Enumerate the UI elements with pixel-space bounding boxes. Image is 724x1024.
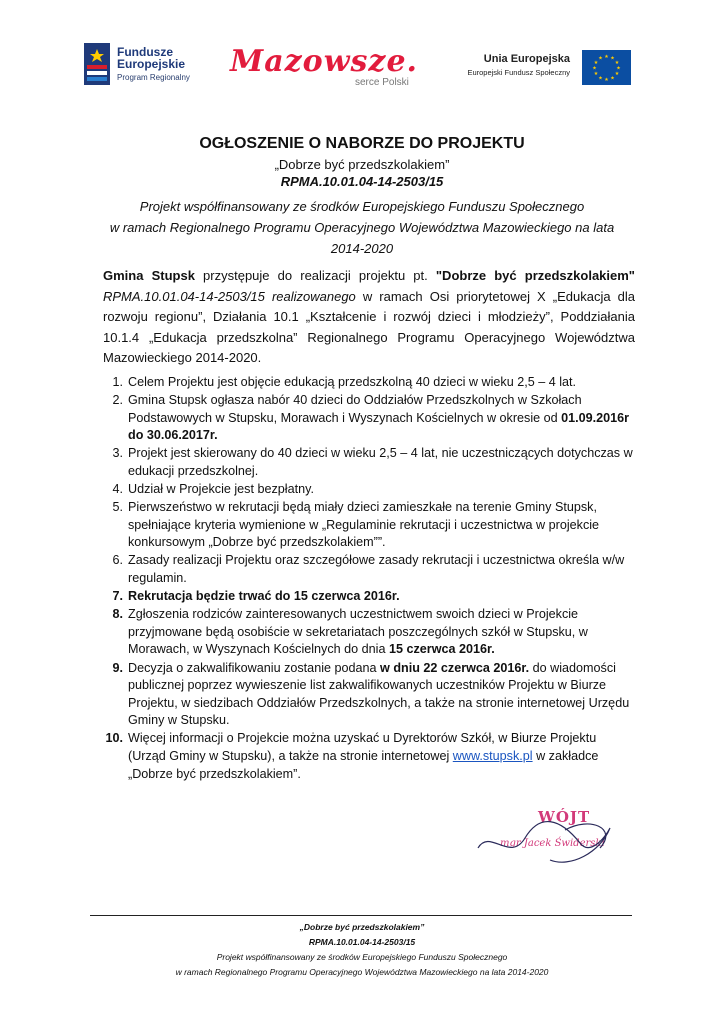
list-number: 7. — [112, 589, 123, 604]
list-number: 2. — [112, 393, 123, 408]
mazowsze-wordmark: Mazowsze. — [230, 44, 418, 79]
announcement-title: OGŁOSZENIE O NABORZE DO PROJEKTU — [199, 135, 525, 152]
list-item — [103, 392, 635, 445]
svg-text:★: ★ — [610, 55, 615, 62]
list-text: Gmina Stupsk ogłasza nabór 40 dzieci do Oddziałów Przedszkolnych w Szkołach Podstawowych w Stupsku, Morawach i Wyszynach Kościelnych w okresie od — [128, 393, 582, 425]
list-item — [103, 606, 635, 659]
svg-text:★: ★ — [593, 60, 599, 66]
footer-divider — [90, 915, 632, 916]
list-number: 10. — [105, 731, 123, 746]
svg-text:★: ★ — [610, 75, 615, 82]
list-text: Celem Projektu jest objęcie edukacją przedszkolną 40 dzieci w wieku 2,5 – 4 lat. — [128, 375, 577, 389]
svg-text:★: ★ — [598, 55, 603, 62]
list-bold: 15 czerwca 2016r. — [388, 642, 495, 657]
intro-gmina: Gmina Stupsk — [103, 268, 195, 283]
footer-cofunding-line2: w ramach Regionalnego Programu Operacyjnego Województwa Mazowieckiego na lata 2014-2020 — [175, 967, 549, 977]
mazowsze-logo — [230, 44, 430, 94]
eu-flag-icon — [582, 50, 631, 85]
svg-text:★: ★ — [614, 60, 620, 66]
svg-text:★: ★ — [593, 71, 599, 77]
list-bold: 01.09.2016r do 30.06.2017r. — [128, 410, 630, 443]
footer-project-code: RPMA.10.01.04-14-2503/15 — [308, 937, 416, 947]
intro-project-title: "Dobrze być przedszkolakiem" — [435, 268, 635, 283]
list-text: Decyzja o zakwalifikowaniu zostanie podana — [128, 660, 381, 675]
list-item — [103, 499, 635, 552]
footer-project-name: „Dobrze być przedszkolakiem” — [299, 922, 425, 932]
list-item — [103, 660, 635, 730]
list-number: 8. — [112, 607, 123, 622]
list-item — [103, 552, 635, 587]
ue-logo-line2: Europejski Fundusz Społeczny — [467, 68, 570, 77]
intro-paragraph — [103, 266, 635, 369]
list-item — [103, 730, 635, 783]
svg-text:★: ★ — [614, 71, 620, 77]
website-link[interactable]: www.stupsk.pl — [452, 748, 533, 763]
cofunding-line1: Projekt współfinansowany ze środków Europejskiego Funduszu Społecznego — [139, 199, 585, 214]
svg-text:★: ★ — [598, 75, 603, 82]
list-text: Zasady realizacji Projektu oraz szczegółowe zasady rekrutacji i uczestnictwa określa w/w regulamin. — [128, 553, 625, 586]
list-number: 5. — [112, 500, 123, 515]
svg-text:★: ★ — [604, 77, 609, 83]
cofunding-line3: 2014-2020 — [330, 241, 394, 256]
footer-cofunding-line1: Projekt współfinansowany ze środków Europejskiego Funduszu Społecznego — [216, 952, 508, 962]
list-number: 9. — [112, 660, 123, 675]
intro-text2: w ramach Osi priorytetowej X „Edukacja dla rozwoju regionu”, Działania 10.1 „Kształcenie i rozwój dzieci i młodzieży”, Poddziałania 10.1.4 „Edukacja przedszkolna” Regionalnego Programu Operacyjnego Województwa Mazowieckiego 2014-2020. — [103, 288, 635, 365]
fe-logo-line2: Europejskie — [117, 57, 186, 71]
signature-title: WÓJT — [538, 808, 591, 826]
ue-logo-line1: Unia Europejska — [483, 53, 570, 65]
signature-scribble-icon — [470, 808, 620, 878]
list-text: do wiadomości publicznej poprzez wywieszenie list zakwalifikowanych uczestników Projektu w Biurze Projektu, w siedzibach Oddziałów Przedszkolnych, a także na stronie internetowej Urzędu Gminy w Stupsku. — [128, 660, 630, 728]
list-text: Zgłoszenia rodziców zainteresowanych uczestnictwem swoich dzieci w Projekcie przyjmowane będą osobiście w sekretariatach poszczególnych szkół w Stupsku, w Morawach, w Wyszynach Kościelnych do dnia — [128, 607, 588, 657]
svg-text:★: ★ — [592, 65, 597, 72]
list-item — [103, 481, 635, 499]
svg-text:★: ★ — [604, 54, 609, 60]
list-bold: w dniu 22 czerwca 2016r. — [380, 660, 530, 675]
signature-name: mgr Jacek Świderski — [500, 838, 605, 849]
list-bold: Rekrutacja będzie trwać do 15 czerwca 2016r. — [128, 589, 400, 604]
intro-text1: przystępuje do realizacji projektu pt. — [194, 268, 436, 283]
list-text: w zakładce „Dobrze być przedszkolakiem”. — [128, 748, 599, 781]
fundusze-europejskie-flag-icon — [84, 43, 110, 85]
list-text: Projekt jest skierowany do 40 dzieci w wieku 2,5 – 4 lat, nie uczestniczących dotychczas w edukacji przedszkolnej. — [128, 446, 633, 478]
list-text: Więcej informacji o Projekcie można uzyskać u Dyrektorów Szkół, w Biurze Projektu (Urząd Gminy w Stupsku), a także na stronie internetowej — [128, 731, 597, 763]
list-item — [103, 445, 635, 480]
announcement-list — [103, 374, 635, 784]
mazowsze-tagline: serce Polski — [355, 77, 409, 88]
list-number: 6. — [112, 553, 123, 568]
list-text: Pierwszeństwo w rekrutacji będą miały dzieci zamieszkałe na terenie Gminy Stupsk, spełniające kryteria wymienione w „Regulaminie rekrutacji i uczestnictwa w projekcie konkursowym „Dobrze być przedszkolakiem””. — [128, 500, 600, 550]
cofunding-line2: w ramach Regionalnego Programu Operacyjnego Województwa Mazowieckiego na lata — [109, 220, 615, 235]
fundusze-europejskie-logo — [84, 43, 214, 88]
cofunding-statement — [60, 196, 664, 259]
project-name: „Dobrze być przedszkolakiem” — [274, 157, 450, 172]
list-number: 1. — [112, 375, 123, 389]
intro-code: RPMA.10.01.04-14-2503/15 realizowanego — [103, 288, 356, 304]
project-code: RPMA.10.01.04-14-2503/15 — [280, 174, 444, 189]
fe-logo-line1: Fundusze — [117, 45, 173, 59]
signature-stamp — [470, 808, 620, 878]
list-item — [103, 588, 635, 606]
list-item — [103, 374, 635, 392]
fe-logo-line3: Program Regionalny — [117, 73, 190, 82]
list-text: Udział w Projekcie jest bezpłatny. — [128, 482, 314, 497]
svg-text:★: ★ — [616, 65, 621, 72]
unia-europejska-logo — [440, 50, 640, 90]
list-number: 4. — [112, 482, 123, 497]
list-number: 3. — [112, 446, 123, 461]
